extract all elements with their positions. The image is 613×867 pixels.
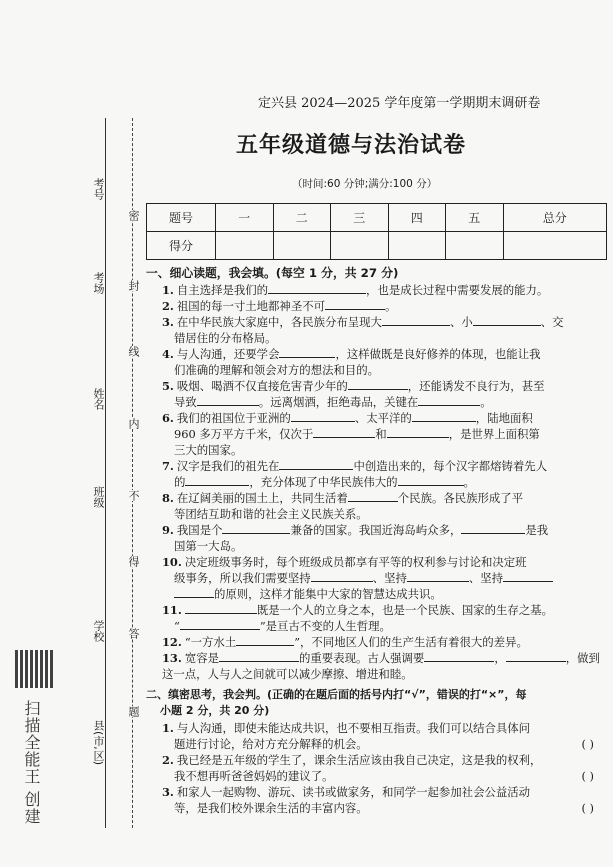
score-cell[interactable] bbox=[446, 232, 504, 260]
seal-char-mi: 密 bbox=[127, 210, 140, 221]
question-number: 12. bbox=[162, 635, 182, 649]
answer-blank[interactable] bbox=[418, 394, 480, 406]
question-text: 错居住的分布格局。 bbox=[174, 331, 277, 345]
answer-blank[interactable] bbox=[236, 634, 294, 646]
question-text: “一方水土 bbox=[184, 635, 237, 649]
answer-blank[interactable] bbox=[180, 618, 260, 630]
question-number: 3. bbox=[162, 785, 174, 799]
question-1-3 bbox=[162, 314, 602, 346]
question-1-13 bbox=[162, 650, 602, 682]
field-exam-room: 考场 bbox=[92, 272, 105, 294]
score-header-cell: 题号 bbox=[147, 204, 216, 232]
question-text: 兼备的国家。我国近海岛屿众多， bbox=[290, 523, 462, 537]
question-text: 是我 bbox=[525, 523, 549, 537]
answer-blank[interactable] bbox=[222, 522, 290, 534]
question-1-4 bbox=[162, 346, 602, 378]
question-text: ， bbox=[494, 651, 506, 665]
question-text: 、坚持 bbox=[468, 571, 504, 585]
answer-blank[interactable] bbox=[461, 522, 525, 534]
score-row-label: 得分 bbox=[147, 232, 216, 260]
question-text: 汉字是我们的祖先在 bbox=[176, 459, 280, 473]
answer-blank[interactable] bbox=[398, 474, 464, 486]
question-number: 9. bbox=[162, 523, 174, 537]
answer-blank[interactable] bbox=[503, 570, 553, 582]
question-number: 10. bbox=[162, 555, 182, 569]
answer-blank[interactable] bbox=[197, 394, 259, 406]
answer-parentheses[interactable]: ( ) bbox=[581, 801, 594, 815]
section-1-heading: 一、细心读题，我会填。(每空 1 分，共 27 分) bbox=[146, 266, 399, 280]
question-1-5 bbox=[162, 378, 602, 410]
answer-blank[interactable] bbox=[348, 490, 398, 502]
question-number: 8. bbox=[162, 491, 174, 505]
answer-blank[interactable] bbox=[473, 314, 541, 326]
score-header-cell: 四 bbox=[388, 204, 446, 232]
answer-blank[interactable] bbox=[325, 298, 385, 310]
field-exam-number: 考号 bbox=[92, 178, 105, 200]
exam-meta: （时间:60 分钟;满分:100 分） bbox=[292, 178, 438, 190]
question-number: 13. bbox=[162, 651, 182, 665]
answer-blank[interactable] bbox=[311, 570, 373, 582]
question-text: 导致 bbox=[174, 395, 197, 409]
question-text: 中创造出来的，每个汉字都熔铸着先人 bbox=[353, 459, 548, 473]
question-text: 我国是个 bbox=[176, 523, 223, 537]
seal-char-bu: 不 bbox=[127, 490, 140, 501]
seal-char-nei: 内 bbox=[127, 418, 140, 429]
question-text: 级事务，所以我们需要坚持 bbox=[174, 571, 311, 585]
question-text: 决定班级事务时，每个班级成员都享有平等的权利参与讨论和决定班 bbox=[184, 555, 527, 569]
score-cell[interactable] bbox=[388, 232, 446, 260]
question-text: 的重要表现。古人强调要 bbox=[299, 651, 425, 665]
question-text: 既是一个人的立身之本，也是一个民族、国家的生存之基。 bbox=[256, 603, 553, 617]
question-1-8 bbox=[162, 490, 602, 522]
question-text: 题进行讨论，给对方充分解释的机会。 bbox=[174, 737, 368, 751]
seal-char-ti: 题 bbox=[127, 706, 140, 717]
question-text: 个民族。各民族形成了平 bbox=[397, 491, 524, 505]
question-text: 我不想再听爸爸妈妈的建议了。 bbox=[174, 769, 334, 783]
question-text: ，陆地面积 bbox=[475, 411, 533, 425]
question-text: 三大的国家。 bbox=[174, 443, 243, 457]
question-text: ”是亘古不变的人生哲理。 bbox=[259, 619, 391, 633]
question-number: 1. bbox=[162, 721, 174, 735]
question-text: 等团结互助和谐的社会主义民族关系。 bbox=[174, 507, 368, 521]
question-1-11 bbox=[162, 602, 602, 634]
score-table-header-row bbox=[147, 204, 607, 232]
answer-blank[interactable] bbox=[424, 650, 494, 662]
score-table-score-row bbox=[147, 232, 607, 260]
score-cell[interactable] bbox=[331, 232, 389, 260]
question-1-7 bbox=[162, 458, 602, 490]
question-1-9 bbox=[162, 522, 602, 554]
seal-char-de: 得 bbox=[127, 556, 140, 567]
question-number: 7. bbox=[162, 459, 174, 473]
question-text: 的原则，这样才能集中大家的智慧达成共识。 bbox=[214, 587, 442, 601]
section-2-heading: 二、缜密思考，我会判。(正确的在题后面的括号内打“√”，错误的打“×”，每 bbox=[146, 688, 527, 701]
question-text: 。远离烟酒，拒绝毒品，关键在 bbox=[258, 395, 419, 409]
question-text: 。 bbox=[480, 395, 492, 409]
answer-blank[interactable] bbox=[387, 426, 449, 438]
answer-blank[interactable] bbox=[313, 426, 375, 438]
answer-blank[interactable] bbox=[291, 410, 355, 422]
answer-parentheses[interactable]: ( ) bbox=[581, 737, 594, 751]
question-number: 6. bbox=[162, 411, 174, 425]
field-class: 班级 bbox=[92, 486, 105, 508]
answer-parentheses[interactable]: ( ) bbox=[581, 769, 594, 783]
question-text: 祖国的每一寸土地都神圣不可 bbox=[176, 299, 325, 313]
seal-char-xian: 线 bbox=[127, 346, 140, 357]
answer-blank[interactable] bbox=[279, 346, 335, 358]
question-1-10 bbox=[162, 554, 602, 602]
field-school: 学校 bbox=[92, 620, 105, 642]
section-2-heading-line2: 小题 2 分，共 20 分) bbox=[160, 704, 270, 717]
question-text: 、坚持 bbox=[372, 571, 407, 585]
score-header-cell: 二 bbox=[273, 204, 331, 232]
question-text: 在辽阔美丽的国土上，共同生活着 bbox=[176, 491, 348, 505]
question-text: 的 bbox=[174, 475, 186, 489]
question-number: 1. bbox=[162, 283, 174, 297]
score-cell[interactable] bbox=[503, 232, 607, 260]
question-1-1 bbox=[162, 282, 602, 298]
question-2-2 bbox=[162, 752, 602, 784]
score-cell[interactable] bbox=[273, 232, 331, 260]
question-text: 自主选择是我们的 bbox=[176, 283, 269, 297]
question-number: 3. bbox=[162, 315, 174, 329]
question-text: 在中华民族大家庭中，各民族分布呈现大 bbox=[176, 315, 382, 329]
answer-blank[interactable] bbox=[348, 378, 408, 390]
question-text: 我们的祖国位于亚洲的 bbox=[176, 411, 291, 425]
question-text: ，做到这一点，人与人之间就可以减少摩擦、增进和睦。 bbox=[162, 651, 600, 681]
score-header-cell: 五 bbox=[446, 204, 504, 232]
question-text: 与人沟通，即使未能达成共识，也不要相互指责。我们可以结合具体问 bbox=[176, 721, 531, 735]
seal-char-da: 答 bbox=[127, 628, 140, 639]
answer-blank[interactable] bbox=[382, 314, 450, 326]
score-header-cell: 一 bbox=[216, 204, 274, 232]
binding-line-dashed bbox=[132, 118, 133, 828]
answer-blank[interactable] bbox=[219, 650, 299, 662]
question-text: 960 多万平方千米，仅次于 bbox=[174, 427, 314, 441]
question-text: 和 bbox=[375, 427, 387, 441]
question-number: 2. bbox=[162, 753, 174, 767]
field-county: 县(市,区) bbox=[92, 720, 105, 766]
question-1-6 bbox=[162, 410, 602, 458]
question-text: 。 bbox=[463, 475, 475, 489]
question-text: 宽容是 bbox=[184, 651, 220, 665]
answer-blank[interactable] bbox=[174, 586, 214, 598]
exam-title: 五年级道德与法治试卷 bbox=[236, 132, 467, 158]
question-text: ”，不同地区人们的生产生活有着很大的差异。 bbox=[294, 635, 528, 649]
answer-blank[interactable] bbox=[407, 570, 469, 582]
question-text: 与人沟通，还要学会 bbox=[176, 347, 280, 361]
seal-char-feng: 封 bbox=[127, 280, 140, 291]
question-text: ，还能诱发不良行为，甚至 bbox=[407, 379, 545, 393]
question-text: ，充分体现了中华民族伟大的 bbox=[249, 475, 398, 489]
question-text: ，是世界上面积第 bbox=[448, 427, 540, 441]
question-1-12 bbox=[162, 634, 602, 650]
question-text: 和家人一起购物、游玩、读书或做家务，和同学一起参加社会公益活动 bbox=[176, 785, 531, 799]
score-header-cell: 总分 bbox=[503, 204, 607, 232]
answer-blank[interactable] bbox=[268, 282, 366, 294]
score-cell[interactable] bbox=[216, 232, 274, 260]
question-text: 们准确的理解和领会对方的想法和目的。 bbox=[174, 363, 380, 377]
answer-blank[interactable] bbox=[412, 410, 476, 422]
question-number: 5. bbox=[162, 379, 174, 393]
question-text: 我已经是五年级的学生了，课余生活应该由我自己决定，这是我的权利， bbox=[176, 753, 542, 767]
question-text: 吸烟、喝酒不仅直接危害青少年的 bbox=[176, 379, 348, 393]
question-text: 国第一大岛。 bbox=[174, 539, 243, 553]
question-text: 、交 bbox=[540, 315, 564, 329]
field-name: 姓名 bbox=[92, 388, 105, 410]
answer-blank[interactable] bbox=[185, 474, 249, 486]
question-number: 4. bbox=[162, 347, 174, 361]
question-text: “ bbox=[174, 619, 180, 633]
question-2-3 bbox=[162, 784, 602, 816]
question-text: ，也是成长过程中需要发展的能力。 bbox=[366, 283, 549, 297]
question-number: 11. bbox=[162, 603, 182, 617]
answer-blank[interactable] bbox=[506, 650, 566, 662]
answer-blank[interactable] bbox=[185, 602, 257, 614]
question-text: 。 bbox=[385, 299, 397, 313]
score-header-cell: 三 bbox=[331, 204, 389, 232]
question-number: 2. bbox=[162, 299, 174, 313]
score-table bbox=[146, 203, 607, 260]
question-text: ，这样做既是良好修养的体现，也能让我 bbox=[335, 347, 541, 361]
qr-code bbox=[15, 650, 53, 688]
answer-blank[interactable] bbox=[279, 458, 353, 470]
question-text: 、小 bbox=[449, 315, 473, 329]
question-text: 等，是我们校外课余生活的丰富内容。 bbox=[174, 801, 368, 815]
exam-subtitle: 定兴县 2024—2025 学年度第一学期期末调研卷 bbox=[258, 96, 541, 111]
scanner-watermark: 扫描全能王 创建 bbox=[22, 700, 41, 826]
question-text: 、太平洋的 bbox=[354, 411, 412, 425]
question-2-1 bbox=[162, 720, 602, 752]
question-1-2 bbox=[162, 298, 602, 314]
